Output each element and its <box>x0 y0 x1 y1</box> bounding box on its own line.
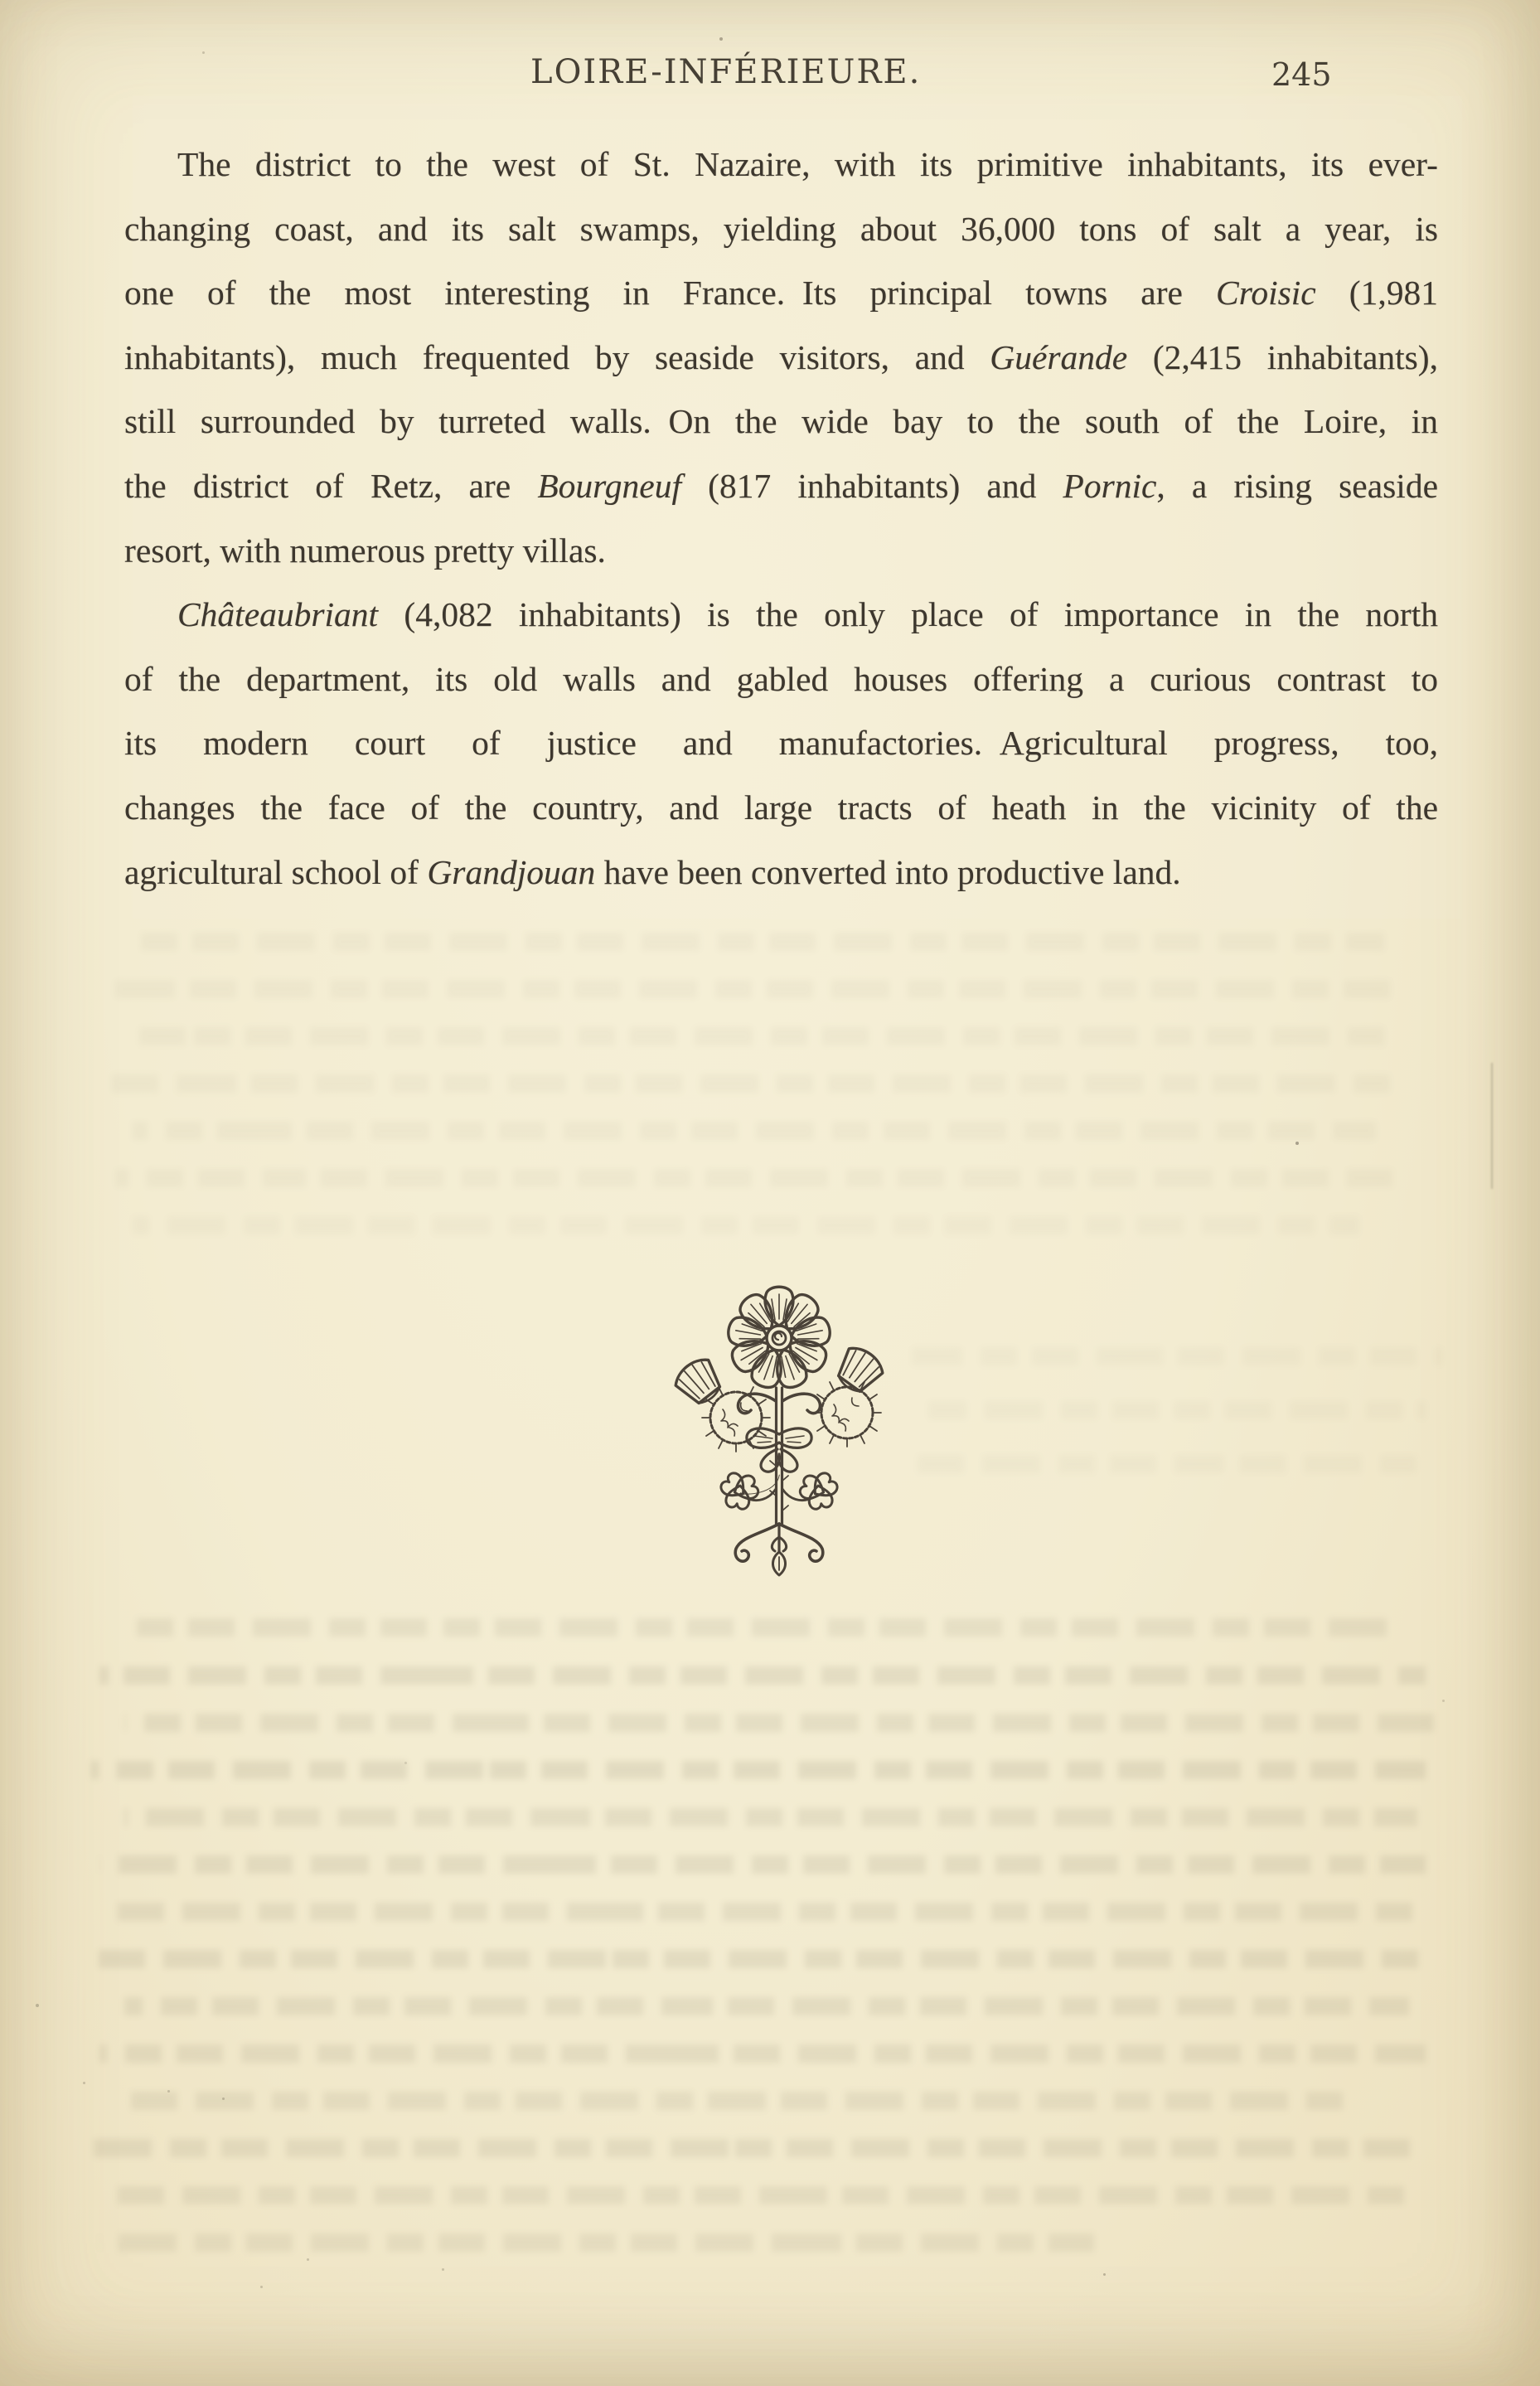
text-segment: , a rising seaside <box>1156 466 1438 505</box>
text-segment: (817 inhabitants) and <box>680 466 1063 505</box>
text-segment: inhabitants), much frequented by seaside visitors, and <box>124 337 990 376</box>
bleed-through-line <box>133 1027 1392 1045</box>
place-name-italic: Guérande <box>990 337 1128 376</box>
bleed-through-line <box>99 1855 1426 1874</box>
bleed-through-line <box>99 2233 1094 2252</box>
text-segment: its modern court of justice and manufactories. Agricultural progress, too, <box>124 724 1438 763</box>
text-line <box>124 776 1438 841</box>
bleed-through-line <box>99 2044 1426 2063</box>
text-segment: one of the most interesting in France. Its principal towns are <box>124 274 1217 313</box>
text-line <box>124 390 1438 454</box>
text-block <box>124 133 1438 904</box>
bleed-through-line <box>133 1122 1376 1140</box>
text-line <box>124 583 1438 647</box>
text-line <box>124 326 1438 390</box>
bleed-through-line <box>116 1903 1426 1921</box>
text-line <box>124 519 1438 584</box>
bleed-through-line <box>91 2139 1426 2157</box>
text-segment: resort, with numerous pretty villas. <box>124 531 606 570</box>
bleed-through-line <box>108 980 1401 998</box>
scroll-icon <box>735 1524 823 1575</box>
text-segment: The district to the west of St. Nazaire, with its primitive inhabitants, its ever- <box>177 145 1438 183</box>
place-name-italic: Bourgneuf <box>537 466 681 505</box>
place-name-italic: Pornic <box>1063 466 1157 505</box>
bleed-through-line <box>116 2186 1417 2204</box>
text-segment: have been converted into productive land. <box>595 852 1181 891</box>
ornament-container <box>661 1278 895 1579</box>
paper-speck <box>260 2286 263 2288</box>
text-segment: agricultural school of <box>124 852 428 891</box>
text-segment: still surrounded by turreted walls. On the wide bay to the south of the Loire, in <box>124 402 1438 441</box>
paper-speck <box>404 1762 407 1764</box>
bleed-through-line <box>912 1455 1426 1473</box>
paper-speck <box>442 2268 444 2271</box>
place-name-italic: Grandjouan <box>427 852 596 891</box>
bleed-through-line <box>116 1169 1392 1187</box>
page-title: LOIRE-INFÉRIEURE. <box>530 53 922 91</box>
rose-thistle-shamrock-ornament <box>661 1278 895 1579</box>
text-segment: (2,415 inhabitants), <box>1127 337 1438 376</box>
bleed-through-line <box>928 1401 1426 1419</box>
text-segment: the district of Retz, are <box>124 466 538 505</box>
thistle-right-icon <box>813 1342 888 1447</box>
bleed-through-line <box>141 933 1384 951</box>
running-header <box>0 0 1540 108</box>
text-line <box>124 454 1438 519</box>
paper-speck <box>167 2090 170 2093</box>
text-line <box>124 133 1438 197</box>
paper-speck <box>222 2097 225 2100</box>
text-segment: changes the face of the country, and large tracts of heath in the vicinity of the <box>124 788 1438 827</box>
paper-speck <box>1103 2273 1106 2276</box>
text-line <box>124 647 1438 712</box>
text-segment: (1,981 <box>1315 274 1438 313</box>
flower-icon <box>726 1287 831 1391</box>
bleed-through-line <box>124 1808 1417 1826</box>
bleed-through-line <box>108 1074 1401 1093</box>
paper-speck <box>719 37 723 41</box>
shamrock-right-icon <box>798 1471 840 1511</box>
paper-speck <box>307 2258 309 2261</box>
paper-speck <box>1295 1142 1299 1145</box>
paper-speck <box>83 2082 85 2084</box>
text-line <box>124 197 1438 262</box>
bleed-through-line <box>116 2092 1343 2110</box>
text-line <box>124 261 1438 326</box>
bleed-through-line <box>124 1997 1409 2015</box>
bleed-through-line <box>124 1714 1434 1732</box>
paper-speck <box>36 2004 39 2007</box>
text-line <box>124 841 1438 905</box>
place-name-italic: Croisic <box>1216 274 1316 313</box>
place-name-italic: Châteaubriant <box>177 595 379 634</box>
text-segment: (4,082 inhabitants) is the only place of importance in the north <box>378 595 1438 634</box>
bleed-through-line <box>912 1347 1442 1365</box>
bleed-through-line <box>133 1216 1359 1234</box>
edge-mark <box>1491 1063 1493 1189</box>
text-line <box>124 711 1438 776</box>
text-segment: changing coast, and its salt swamps, yielding about 36,000 tons of salt a year, is <box>124 209 1438 248</box>
bleed-through-line <box>99 1666 1426 1685</box>
page-number: 245 <box>1271 56 1332 93</box>
paper-speck <box>202 51 205 54</box>
bleed-through-line <box>91 1761 1426 1779</box>
paper-speck <box>1442 1700 1445 1702</box>
bleed-through-line <box>91 1950 1426 1968</box>
bleed-through-line <box>137 1618 1405 1637</box>
text-segment: of the department, its old walls and gabled houses offering a curious contrast to <box>124 659 1438 698</box>
